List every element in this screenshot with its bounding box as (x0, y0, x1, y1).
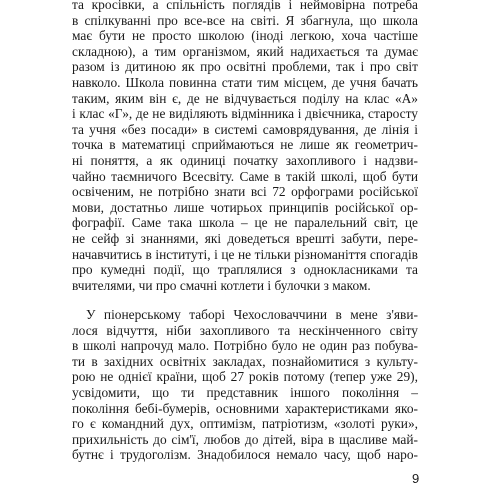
page-number: 9 (412, 471, 420, 486)
text-line: мови, достатньо лише чотирьох принципів російської ор- (72, 199, 418, 215)
text-line: бутнє і трудоголізм. Знадобилося немало часу, щоб наро- (72, 447, 418, 463)
text-line: усвідомити, що ти представник іншого покоління – (72, 385, 418, 400)
text-line: разом із дитиною як про освітні проблеми, так і про світ (72, 59, 418, 75)
text-line: го є командний дух, оптимізм, патріотизм, «золоті руки», (72, 416, 418, 432)
text-line: лося відчуття, ніби захопливого та нескінченного світу (72, 322, 418, 338)
text-line: освіченим, не потрібно знати всі 72 орфограми російської (72, 184, 418, 200)
text-line: не сейф зі знаннями, які доведеться врешті забути, пере- (72, 231, 418, 246)
text-line: про кумедні події, що траплялися з однокласниками та (72, 262, 418, 278)
text-line: У піонерському таборі Чехословаччини в мене з'яви- (86, 307, 418, 322)
text-line: прихильність до сім'ї, любов до дітей, віра в щасливе май- (72, 431, 418, 447)
text-line: складною), а тим організмом, який надихається та думає (72, 43, 418, 59)
text-line: чайно таємничого Всесвіту. Саме в такій школі, щоб бути (72, 168, 418, 184)
text-line: ти в західних освітніх закладах, познайомитися з культу- (72, 353, 418, 369)
text-line: вчителями, чи про смачні котлети і булочки з маком. (72, 277, 371, 293)
text-line: та учня «без посади» в системі самоврядування, де лінія і (72, 121, 418, 137)
text-line: в спілкуванні про все-все на світі. Я збагнула, що школа (72, 12, 418, 28)
text-line: таким, яким він є, де не відчувається поділу на клас «А» (72, 90, 418, 106)
book-page-continued (72, 0, 418, 500)
text-line: ні поняття, а як одиниці початку захопливого і надзви- (72, 153, 418, 168)
text-line: і клас «Г», де не виділяють відмінника і двієчника, старосту (72, 106, 418, 122)
text-line: начавчитись в інституті, і це не тільки різноманіття спогадів (72, 246, 418, 262)
text-line: рою не однієї країни, щоб 27 років потому (тепер уже 29), (72, 369, 418, 385)
text-line: покоління бебі-бумерів, основними характеристиками яко- (72, 400, 418, 416)
text-line: в школі напрочуд мало. Потрібно було не один раз побува- (72, 338, 418, 354)
text-line: фографії. Саме така школа – це не паралельний світ, це (72, 215, 418, 231)
text-line: навколо. Школа повинна стати тим місцем, де учня бачать (72, 75, 418, 90)
text-line: та кросівки, а спільність поглядів і неймовірна потреба (72, 0, 418, 12)
text-line: має бути не просто школою (іноді легкою, хоча частіше (72, 28, 418, 44)
text-line: точка в математиці сприймаються не лише як геометрич- (72, 137, 418, 153)
